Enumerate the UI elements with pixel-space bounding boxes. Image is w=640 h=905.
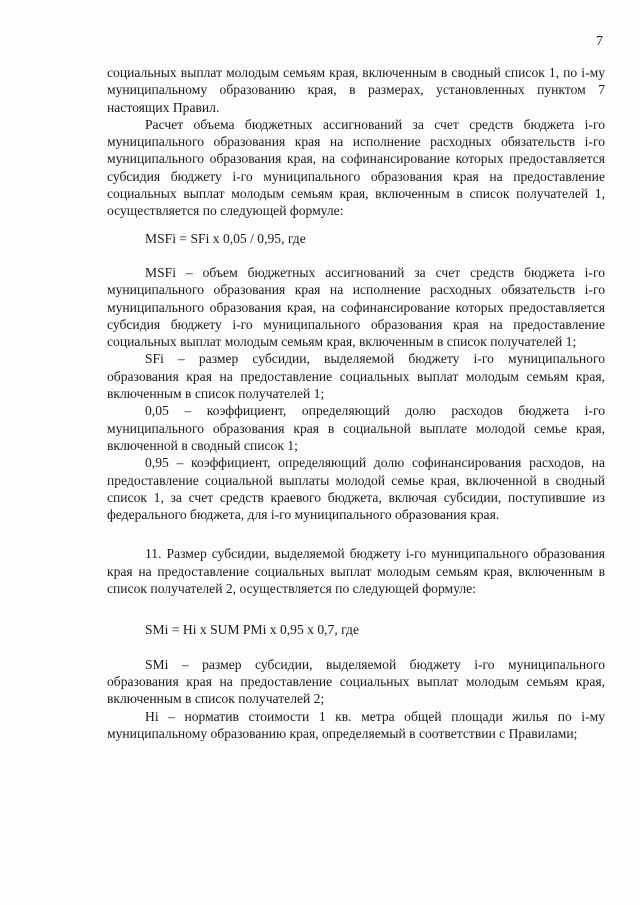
paragraph-calculation-intro: Расчет объема бюджетных ассигнований за счет средств бюджета i-го муниципального образования края на исполнение расходных обязательств i-го муниципального образования края, на софинансирование которых предоставляется субсидия бюджету i-го муниципального образования края на предоставление социальных выплат молодым семьям края, включенным в список получателей 1, осуществляется по следующей формуле: — [107, 116, 605, 219]
definition-coef-095: 0,95 – коэффициент, определяющий долю софинансирования расходов, на предоставление социальной выплаты молодой семье края, включенной в сводный список 1, за счет средств краевого бюджета, включая субсидии, поступившие из федерального бюджета, для i-го муниципального образования края. — [107, 455, 605, 523]
definition-msf: MSFi – объем бюджетных ассигнований за счет средств бюджета i-го муниципального образования края на исполнение расходных обязательств i-го муниципального образования края, на софинансирование которых предоставляется субсидия бюджету i-го муниципального образования края на предоставление социальных выплат молодым семьям края, включенным в список получателей 1; — [107, 264, 605, 350]
definition-h: Hi – норматив стоимости 1 кв. метра общей площади жилья по i-му муниципальному образованию края, определяемый в соответствии с Правилами; — [107, 708, 605, 741]
formula-msf: MSFi = SFi x 0,05 / 0,95, где — [145, 230, 306, 246]
paragraph-item-11: 11. Размер субсидии, выделяемой бюджету i-го муниципального образования края на предоставление социальных выплат молодым семьям края, включенным в список получателей 2, осуществляется по следующей формуле: — [107, 546, 605, 597]
definition-sm: SMi – размер субсидии, выделяемой бюджету i-го муниципального образования края на предоставление социальных выплат молодым семьям края, включенным в список получателей 2; — [107, 656, 605, 707]
definition-coef-005: 0,05 – коэффициент, определяющий долю расходов бюджета i-го муниципального образования края в социальной выплате молодой семье края, включенной в сводный список 1; — [107, 403, 605, 453]
definition-sf: SFi – размер субсидии, выделяемой бюджету i-го муниципального образования края на предоставление социальных выплат молодым семьям края, включенным в список получателей 1; — [107, 351, 605, 402]
paragraph-continuation: социальных выплат молодым семьям края, включенным в сводный список 1, по i-му муниципальному образованию края, в размерах, установленных пунктом 7 настоящих Правил. — [107, 65, 605, 115]
page-number: 7 — [596, 34, 603, 49]
formula-sm: SMi = Hi x SUM PMi x 0,95 x 0,7, где — [145, 622, 359, 638]
document-body — [107, 64, 605, 742]
